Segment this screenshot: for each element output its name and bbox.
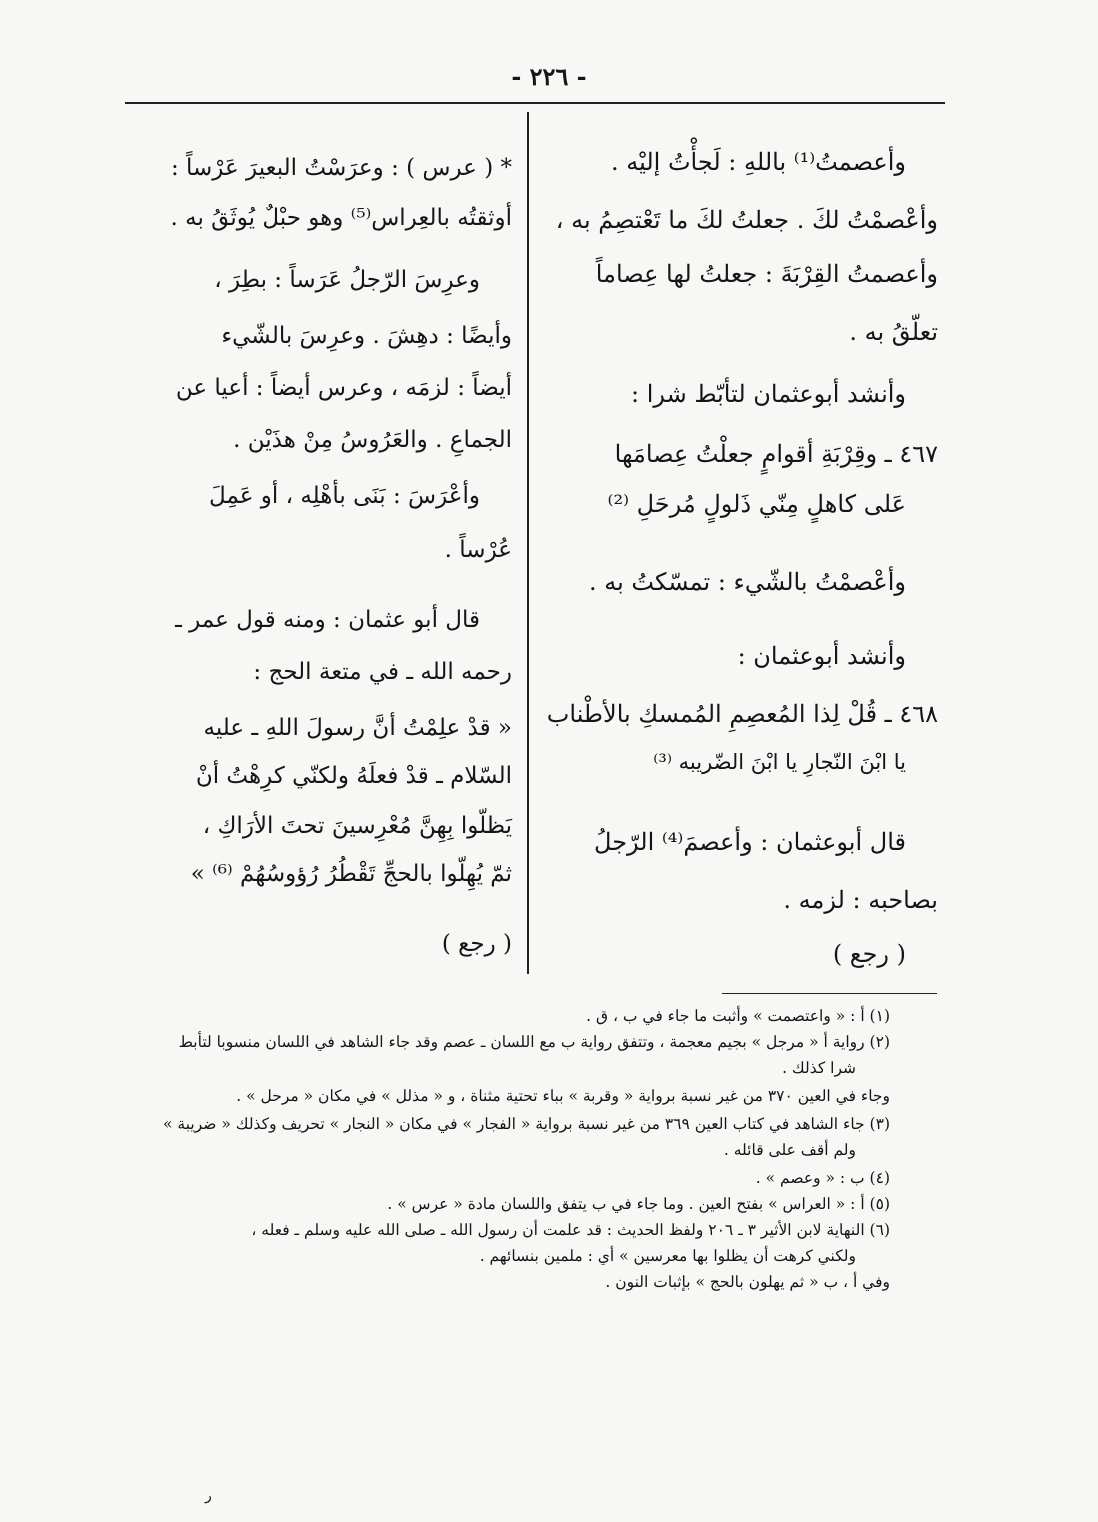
footnote: وفي أ ، ب « ثم يهلون بالحج » بإثبات النون .	[605, 1273, 890, 1291]
entry-heading: * ( عرس ) : وعرَسْتُ البعيرَ عَرْساً :	[170, 155, 512, 181]
footnote: ولكني كرهت أن يظلوا بها معرسين » أي : ملمين بنسائهم .	[479, 1247, 856, 1265]
footnote: (٤) ب : « وعصم » .	[755, 1169, 890, 1187]
verse-line: يا ابْنَ النّجارِ يا ابْنَ الضّريبه ⁽³⁾	[653, 750, 906, 774]
footnote: (١) أ : « واعتصمت » وأثبت ما جاء في ب ، ق .	[586, 1007, 890, 1025]
footnote: (٢) رواية أ « مرجل » بجيم معجمة ، وتتفق رواية ب مع اللسان ـ عصم وقد جاء الشاهد في اللسان منسوبا لتأبط	[178, 1033, 890, 1051]
footnote: (٣) جاء الشاهد في كتاب العين ٣٦٩ من غير نسبة برواية « الفجار » في مكان « النجار » تحريف وكذلك « ضريبة »	[163, 1115, 890, 1133]
text-line: الجماعِ . والعَرُوسُ مِنْ هذَيْن .	[233, 427, 512, 453]
footnote: (٥) أ : « العراس » بفتح العين . وما جاء في ب يتفق واللسان مادة « عرس » .	[387, 1195, 890, 1213]
verse-line: ٤٦٧ ـ وقِرْبَةِ أقوامٍ جعلْتُ عِصامَها	[614, 440, 938, 468]
corner-mark: ر	[205, 1488, 212, 1504]
footnote: (٦) النهاية لابن الأثير ٣ ـ ٢٠٦ ولفظ الحديث : قد علمت أن رسول الله ـ صلى الله عليه وسلم ـ فعله ،	[251, 1221, 890, 1239]
text-line: وأعْصمْتُ بالشّيء : تمسّكتُ به .	[588, 568, 906, 596]
verse-line: ٤٦٨ ـ قُلْ لِذا المُعصِمِ المُمسكِ بالأطْناب	[546, 700, 938, 728]
text-line: أيضاً : لزمَه ، وعرس أيضاً : أعيا عن	[175, 375, 512, 401]
footnote-rule	[722, 993, 937, 994]
text-line: وأنشد أبوعثمان :	[737, 642, 906, 670]
quote-line: يَظلّوا بِهِنَّ مُعْرِسينَ تحتَ الأرَاكِ ،	[202, 813, 512, 839]
text-line: وأنشد أبوعثمان لتأبّط شرا :	[630, 380, 906, 408]
text-line: عُرْساً .	[444, 537, 512, 563]
quote-line: ثمّ يُهِلّوا بالحجِّ تَقْطُرُ رُؤوسُهُمْ ⁽⁶⁾ »	[190, 861, 512, 887]
text-line: بصاحبه : لزمه .	[783, 886, 938, 914]
text-line: أوثقتُه بالعِراس⁽⁵⁾ وهو حبْلٌ يُوثَقُ به .	[170, 205, 512, 231]
text-line: وأعْصمْتُ لكَ . جعلتُ لكَ ما تَعْتصِمُ به ،	[555, 206, 938, 234]
text-line: وأعصمتُ القِرْبَةَ : جعلتُ لها عِصاماً	[595, 260, 938, 288]
section-marker: ( رجع )	[441, 931, 512, 957]
footnote: شرا كذلك .	[782, 1059, 856, 1077]
footnote: ولم أقف على قائله .	[723, 1141, 856, 1159]
text-line: قال أبوعثمان : وأعصمَ⁽⁴⁾ الرّجلُ	[594, 828, 906, 856]
text-line: وعرِسَ الرّجلُ عَرَساً : بطِرَ ،	[214, 267, 480, 293]
text-line: تعلّقُ به .	[849, 318, 938, 346]
text-line: رحمه الله ـ في متعة الحج :	[253, 659, 512, 685]
text-line: وأيضًا : دهِشَ . وعرِسَ بالشّيء	[221, 323, 512, 349]
page-number: - ٢٢٦ -	[511, 62, 587, 91]
quote-line: السّلام ـ قدْ فعلَهُ ولكنّي كرِهْتُ أنْ	[195, 763, 512, 789]
footnote: وجاء في العين ٣٧٠ من غير نسبة برواية « وقربة » بباء تحتية مثناة ، و « مذلل » في مكان « مرحل » .	[236, 1087, 890, 1105]
text-line: قال أبو عثمان : ومنه قول عمر ـ	[175, 607, 480, 633]
section-marker: ( رجع )	[832, 940, 906, 968]
quote-line: « قدْ علِمْتُ أنَّ رسولَ اللهِ ـ عليه	[203, 715, 512, 741]
column-divider	[527, 112, 529, 974]
text-line: وأعْرَسَ : بَنَى بأهْلِه ، أو عَمِلَ	[209, 483, 480, 509]
header-rule	[125, 102, 945, 104]
verse-line: عَلى كاهلٍ مِنّي ذَلولٍ مُرحَلِ ⁽²⁾	[607, 490, 906, 518]
text-line: وأعصمتُ⁽¹⁾ باللهِ : لَجأْتُ إليْه .	[610, 148, 906, 176]
